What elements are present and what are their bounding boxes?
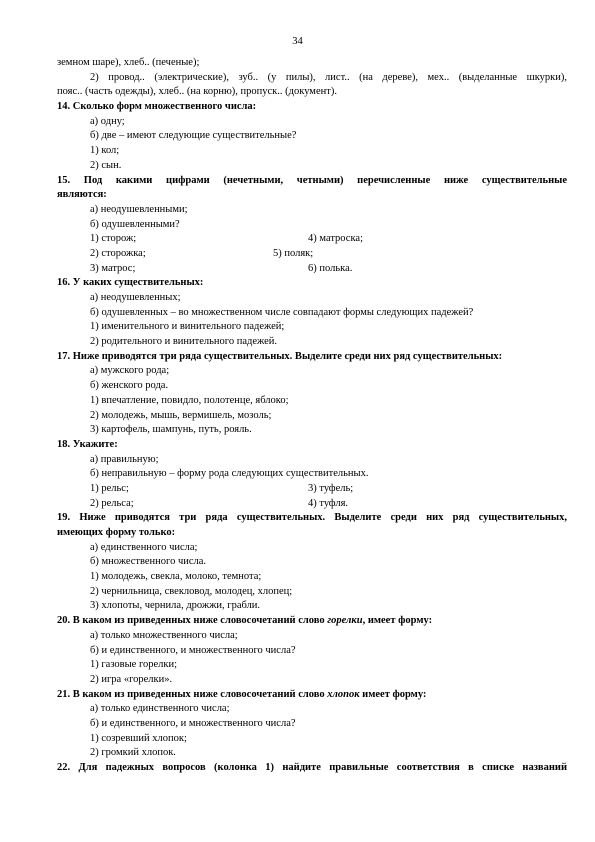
question-18-title: 18. Укажите:: [57, 438, 118, 450]
question-18-item-1: 1) рельс;: [90, 482, 129, 494]
question-21-option-a: а) только единственного числа;: [90, 703, 230, 715]
question-19-option-b: б) множественного числа.: [90, 556, 207, 568]
question-15-item-1: 1) сторож;: [90, 233, 137, 245]
question-15-title-line-1: 15. Под какими цифрами (нечетными, четными) перечисленные ниже существительные: [57, 174, 567, 186]
question-21-item-2: 2) громкий хлопок.: [90, 747, 176, 759]
intro-line-1: земном шаре), хлеб.. (печеные);: [57, 57, 200, 68]
page-number: 34: [292, 36, 303, 47]
question-20-option-a: а) только множественного числа;: [90, 629, 238, 641]
question-16-item-2: 2) родительного и винительного падежей.: [90, 336, 278, 348]
question-16-option-a: а) неодушевленных;: [90, 292, 181, 303]
question-15-option-b: б) одушевленными?: [90, 218, 180, 230]
question-17-item-3: 3) картофель, шампунь, путь, рояль.: [90, 424, 252, 436]
question-19-option-a: а) единственного числа;: [90, 541, 198, 553]
question-14-option-a: а) одну;: [90, 115, 125, 127]
question-20-title-start: 20. В каком из приведенных ниже словосочетаний слово: [57, 615, 328, 627]
question-14-item-1: 1) кол;: [90, 145, 120, 157]
question-15-item-3: 3) матрос;: [90, 262, 136, 274]
intro-line-3: пояс.. (часть одежды), хлеб.. (на корню), пропуск.. (документ).: [57, 86, 337, 98]
question-15-option-a: а) неодушевленными;: [90, 203, 188, 215]
question-18-item-2: 2) рельса;: [90, 497, 134, 509]
question-20-item-1: 1) газовые горелки;: [90, 659, 178, 671]
question-21-title-start: 21. В каком из приведенных ниже словосочетаний слово: [57, 688, 328, 700]
question-17-option-b: б) женского рода.: [90, 380, 169, 392]
question-15-item-6: 6) полька.: [308, 262, 353, 274]
question-15-items-row-2: [57, 247, 567, 262]
question-15-items-row-3: [57, 262, 567, 277]
question-18-items-row-2: [57, 497, 567, 512]
document-body: [57, 56, 567, 776]
question-16-item-1: 1) именительного и винительного падежей;: [90, 321, 285, 333]
question-21-title-end: имеет форму:: [359, 688, 427, 700]
question-20-keyword: горелки: [327, 615, 363, 627]
question-14-option-b: б) две – имеют следующие существительные?: [90, 130, 297, 142]
question-18-option-a: а) правильную;: [90, 453, 159, 465]
question-15-item-5: 5) поляк;: [273, 247, 314, 259]
question-16-title: 16. У каких существительных:: [57, 277, 204, 289]
question-17-item-1: 1) впечатление, повидло, полотенце, яблоко;: [90, 394, 289, 406]
question-15-item-2: 2) сторожка;: [90, 247, 146, 259]
question-19-item-2: 2) чернильница, свекловод, молодец, хлопец;: [90, 585, 293, 597]
question-19-title-line-1: 19. Ниже приводятся три ряда существительных. Выделите среди них ряд существительных,: [57, 512, 567, 524]
question-18-items-row-1: [57, 482, 567, 497]
question-21-option-b: б) и единственного, и множественного числа?: [90, 717, 296, 729]
question-20-item-2: 2) игра «горелки».: [90, 673, 173, 685]
question-19-title-line-2: имеющих форму только:: [57, 527, 176, 538]
question-17-option-a: а) мужского рода;: [90, 365, 170, 377]
question-20-title-end: , имеет форму:: [362, 615, 433, 627]
question-21-title: [57, 688, 567, 703]
question-14-title: 14. Сколько форм множественного числа:: [57, 101, 257, 113]
question-14-item-2: 2) сын.: [90, 159, 122, 171]
question-17-title: 17. Ниже приводятся три ряда существительных. Выделите среди них ряд существительных:: [57, 350, 503, 362]
question-16-option-b: б) одушевленных – во множественном числе совпадают формы следующих падежей?: [90, 306, 474, 318]
question-18-item-4: 4) туфля.: [308, 497, 349, 509]
question-17-item-2: 2) молодежь, мышь, вермишель, мозоль;: [90, 409, 272, 421]
question-21-keyword: хлопок: [327, 688, 360, 700]
question-20-option-b: б) и единственного, и множественного числа?: [90, 644, 296, 656]
question-20-title: [57, 614, 567, 629]
question-19-item-3: 3) хлопоты, чернила, дрожжи, грабли.: [90, 600, 261, 612]
question-18-option-b: б) неправильную – форму рода следующих существительных.: [90, 468, 369, 480]
question-22-title: 22. Для падежных вопросов (колонка 1) найдите правильные соответствия в списке названий: [57, 762, 567, 773]
question-15-items-row-1: [57, 232, 567, 247]
question-21-item-1: 1) созревший хлопок;: [90, 732, 187, 744]
question-15-title-line-2: являются:: [57, 189, 107, 201]
question-19-item-1: 1) молодежь, свекла, молоко, темнота;: [90, 571, 262, 583]
intro-line-2: 2) провод.. (электрические), зуб.. (у пилы), лист.. (на дереве), мех.. (выделанные шкурки),: [90, 71, 567, 83]
question-15-item-4: 4) матроска;: [308, 233, 363, 245]
question-18-item-3: 3) туфель;: [308, 482, 354, 494]
